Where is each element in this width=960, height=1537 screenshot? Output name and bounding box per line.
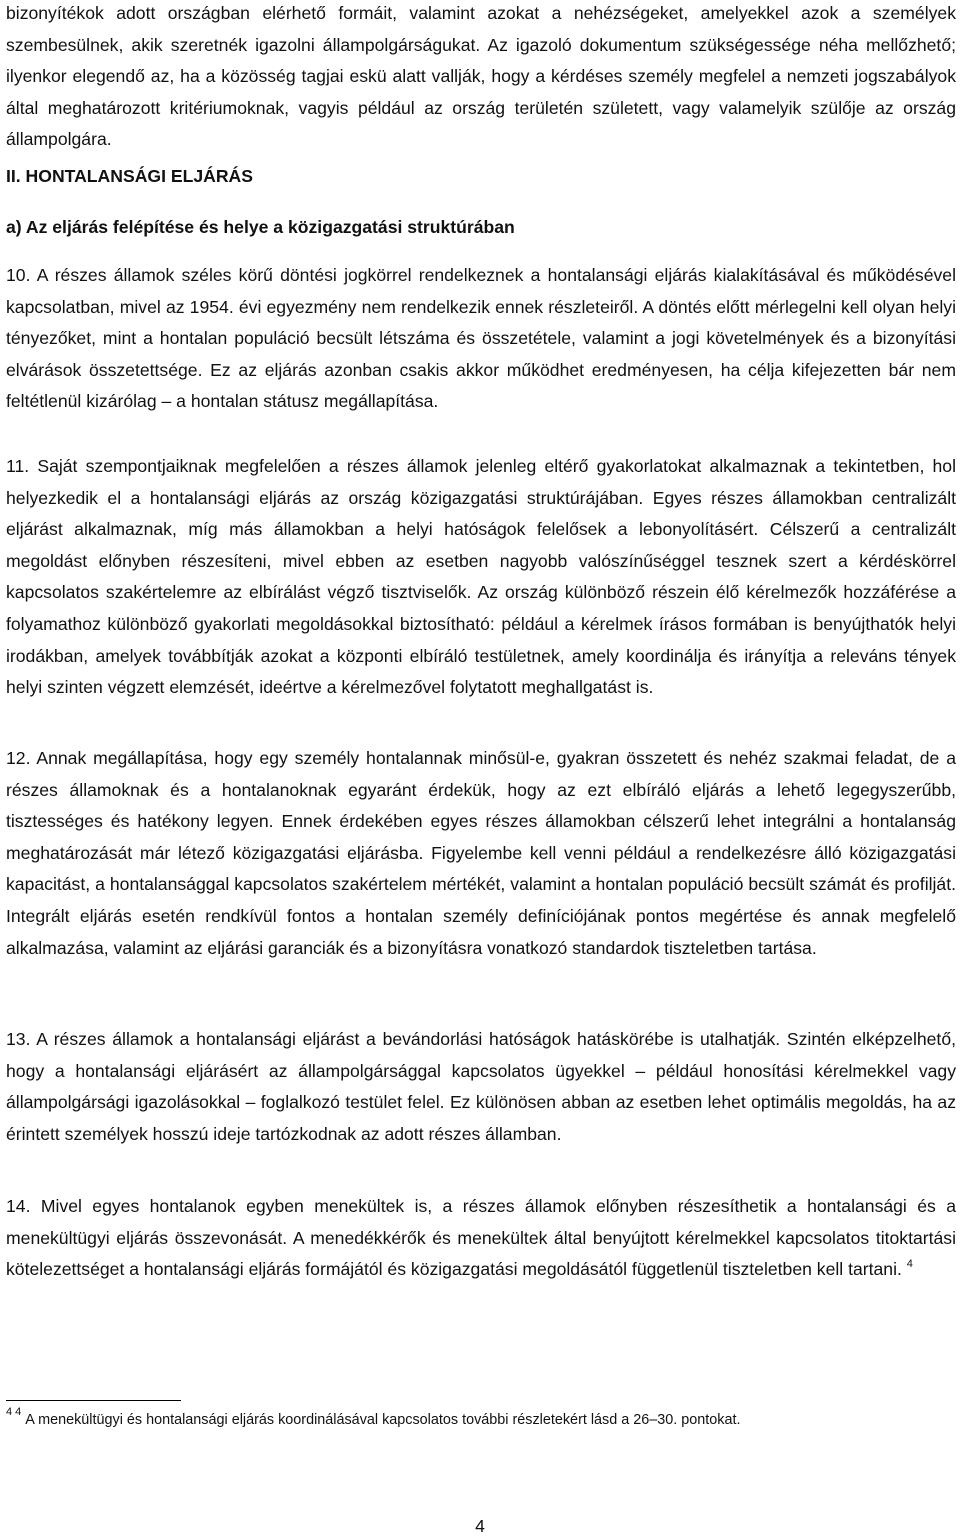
subsection-title: a) Az eljárás felépítése és helye a közigazgatási struktúrában [6, 217, 515, 237]
paragraph-10: 10. A részes államok széles körű döntési jogkörrel rendelkeznek a hontalansági eljárás kialakításával és működésével kapcsolatban, mivel az 1954. évi egyezmény nem rendelkezik ennek részleteiről. A döntés előtt mérlegelni kell olyan helyi tényezőket, mint a hontalan populáció becsült létszáma és összetétele, valamint a jogi követelmények és a bizonyítási elvárások összetettsége. Ez az eljárás azonban csakis akkor működhet eredményesen, ha célja kifejezetten bár nem feltétlenül kizárólag – a hontalan státusz megállapítása. [6, 265, 956, 412]
paragraph-11: 11. Saját szempontjaiknak megfelelően a részes államok jelenleg eltérő gyakorlatokat alkalmaznak a tekintetben, hol helyezkedik el a hontalansági eljárás az ország közigazgatási struktúrájában. Egyes részes államokban centralizált eljárást alkalmaznak, míg más államokban a helyi hatóságok felelősek a lebonyolításért. Célszerű a centralizált megoldást előnyben részesíteni, mivel ebben az esetben nagyobb valószínűséggel tesznek szert a kérdéskörrel kapcsolatos szakértelemre az elbírálást végző tisztviselők. Az ország különböző részein élő kérelmezők hozzáférése a folyamathoz különböző gyakorlati megoldásokkal biztosítható: például a kérelmek írásos formában is benyújthatók helyi irodákban, amelyek továbbítják azokat a központi elbíráló testületnek, amely koordinálja és irányítja a releváns tények helyi szinten végzett elemzését, ideértve a kérelmezővel folytatott meghallgatást is. [6, 456, 956, 698]
intro-paragraph: bizonyítékok adott országban elérhető formáit, valamint azokat a nehézségeket, amelyekkel azok a személyek szembesülnek, akik szeretnék igazolni állampolgárságukat. Az igazoló dokumentum szükségessége néha mellőzhető; ilyenkor elegendő az, ha a közösség tagjai eskü alatt vallják, hogy a kérdéses személy megfelel a nemzeti jogszabályok által meghatározott kritériumoknak, vagyis például az ország területén született, vagy valamelyik szülője az ország állampolgára. [6, 3, 956, 150]
paragraph-12: 12. Annak megállapítása, hogy egy személy hontalannak minősül-e, gyakran összetett és nehéz szakmai feladat, de a részes államoknak és a hontalanoknak egyaránt érdekük, hogy az ezt elbíráló eljárás a lehető legegyszerűbb, tisztességes és hatékony legyen. Ennek érdekében egyes részes államokban célszerű lehet integrálni a hontalanság meghatározását már létező közigazgatási eljárásba. Figyelembe kell venni például a rendelkezésre álló közigazgatási kapacitást, a hontalansággal kapcsolatos szakértelem mértékét, valamint a hontalan populáció becsült számát és profilját. Integrált eljárás esetén rendkívül fontos a hontalan személy definíciójának pontos megértése és annak megfelelő alkalmazása, valamint az eljárási garanciák és a bizonyításra vonatkozó standardok tiszteletben tartása. [6, 748, 956, 958]
section-title: II. HONTALANSÁGI ELJÁRÁS [6, 166, 253, 186]
paragraph-14-text: 14. Mivel egyes hontalanok egyben menekültek is, a részes államok előnyben részesíthetik a hontalansági és a menekültügyi eljárás összevonását. A menedékkérők és menekültek által benyújtott kérelmekkel kapcsolatos titoktartási kötelezettséget a hontalansági eljárás formájától és közigazgatási megoldásától függetlenül tiszteletben kell tartani. [6, 1196, 956, 1280]
footnote-divider [6, 1400, 181, 1401]
footnote-text: A menekültügyi és hontalansági eljárás koordinálásával kapcsolatos további részletekért lásd a 26–30. pontokat. [25, 1412, 741, 1428]
footnote: 4 4 A menekültügyi és hontalansági eljárás koordinálásával kapcsolatos további részletekért lásd a 26–30. pontokat. [6, 1406, 741, 1428]
footnote-reference: 4 [906, 1258, 913, 1271]
paragraph-14 [6, 1191, 956, 1286]
paragraph-13: 13. A részes államok a hontalansági eljárást a bevándorlási hatóságok hatáskörébe is utalhatják. Szintén elképzelhető, hogy a hontalansági eljárásért az állampolgársággal kapcsolatos ügyekkel – például honosítási kérelmekkel vagy állampolgársági igazolásokkal – foglalkozó testület felel. Ez különösen abban az esetben lehet optimális megoldás, ha az érintett személyek hosszú ideje tartózkodnak az adott részes államban. [6, 1029, 956, 1144]
page-number: 4 [475, 1516, 485, 1536]
